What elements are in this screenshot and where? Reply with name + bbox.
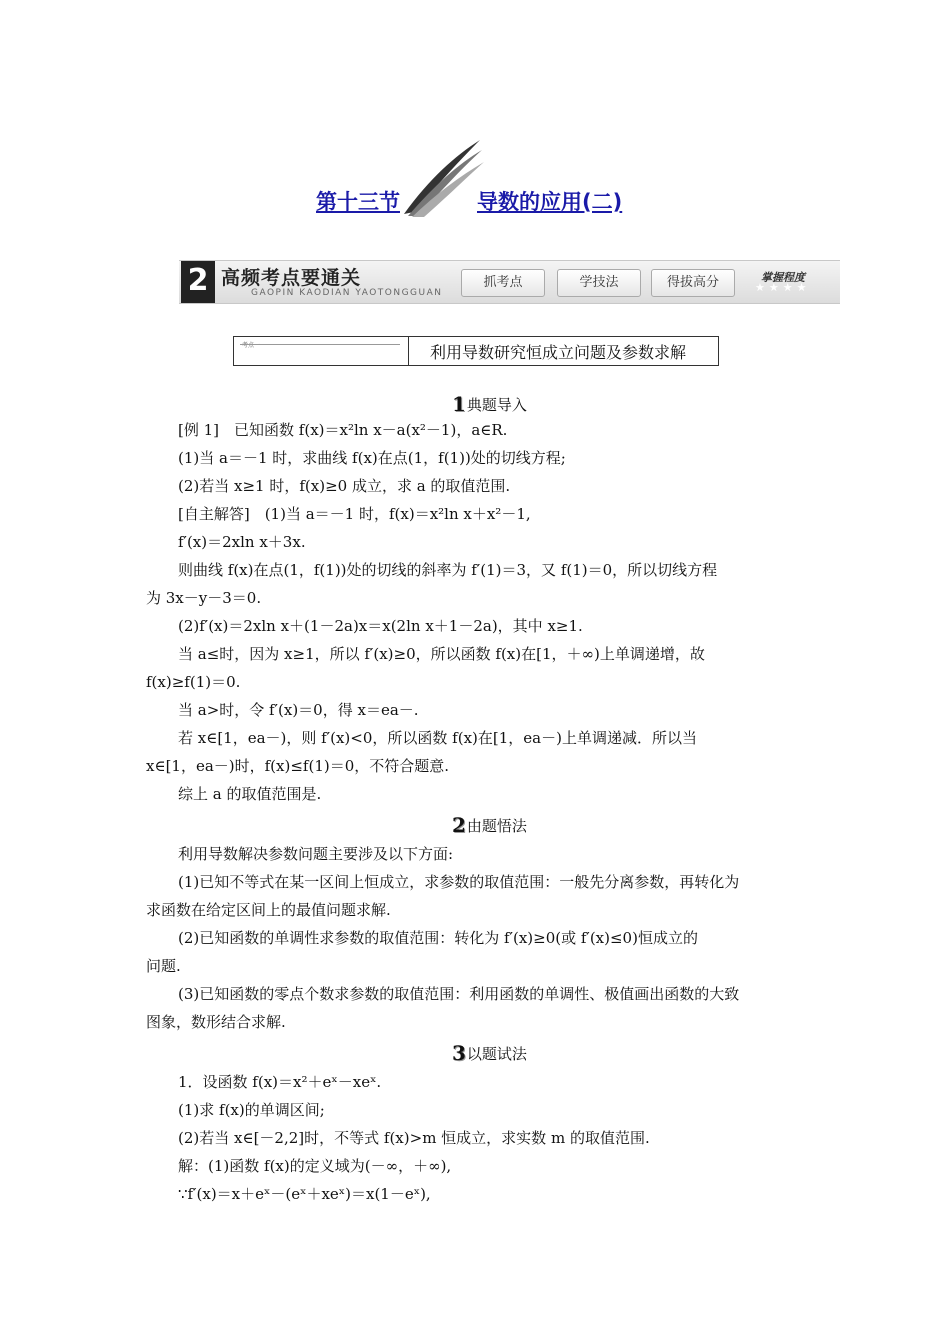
text-line: 为 3x－y－3＝0. (146, 589, 262, 607)
banner-title: 高频考点要通关 (221, 267, 362, 289)
section-label: 以题试法 (466, 1045, 527, 1063)
title-section-number: 第十三节 (316, 190, 400, 214)
text-line: 则曲线 f(x)在点(1，f(1))处的切线的斜率为 f′(1)＝3，又 f(1)＝0，所以切线方程 (178, 561, 718, 579)
topic-tag-underline (240, 344, 400, 345)
text-line: (2)若当 x∈[－2,2]时，不等式 f(x)>m 恒成立，求实数 m 的取值范围. (178, 1129, 650, 1147)
text-line: (2)若当 x≥1 时，f(x)≥0 成立，求 a 的取值范围. (178, 477, 511, 495)
text-line: 当 a≤时，因为 x≥1，所以 f′(x)≥0，所以函数 f(x)在[1，＋∞)上单调递增，故 (178, 645, 705, 663)
text-line: 1．设函数 f(x)＝x²＋eˣ－xeˣ. (178, 1073, 382, 1091)
tab-learn-methods[interactable]: 学技法 (557, 269, 641, 297)
text-line: ∵f′(x)＝x＋eˣ－(eˣ＋xeˣ)＝x(1－eˣ), (178, 1185, 431, 1203)
text-line: (3)已知函数的零点个数求参数的取值范围：利用函数的单调性、极值画出函数的大致 (178, 985, 740, 1003)
tab-high-score[interactable]: 得拔高分 (651, 269, 735, 297)
mastery-label: 掌握程度 (761, 271, 805, 284)
section-heading-2 (452, 812, 527, 836)
banner-number: 2 (181, 261, 215, 303)
topic-title: 利用导数研究恒成立问题及参数求解 (430, 343, 687, 362)
text-line: 解：(1)函数 f(x)的定义域为(－∞，＋∞), (178, 1157, 452, 1175)
banner-subtitle: GAOPIN KAODIAN YAOTONGGUAN (251, 288, 443, 298)
section-number: 1 (452, 392, 466, 416)
text-line: (2)已知函数的单调性求参数的取值范围：转化为 f′(x)≥0(或 f′(x)≤0)恒成立的 (178, 929, 698, 947)
text-line: (1)已知不等式在某一区间上恒成立，求参数的取值范围：一般先分离参数，再转化为 (178, 873, 740, 891)
topic-tag: 考点一 (242, 342, 261, 349)
mastery-stars: ★★★★ (755, 281, 811, 294)
topic-box (233, 336, 719, 366)
section-label: 由题悟法 (466, 817, 527, 835)
section-banner (179, 260, 840, 304)
section-label: 典题导入 (466, 396, 527, 414)
text-line: 若 x∈[1，ea－)，则 f′(x)<0，所以函数 f(x)在[1，ea－)上单调递减．所以当 (178, 729, 697, 747)
title-topic: 导数的应用(二) (477, 190, 623, 214)
text-line: 求函数在给定区间上的最值问题求解. (146, 901, 391, 919)
section-number: 3 (452, 1041, 466, 1065)
text-line: [自主解答] (1)当 a＝－1 时，f(x)＝x²ln x＋x²－1, (178, 505, 531, 523)
text-line: 利用导数解决参数问题主要涉及以下方面: (178, 845, 454, 863)
tab-grasp-points[interactable]: 抓考点 (461, 269, 545, 297)
text-line: f(x)≥f(1)＝0. (146, 673, 241, 691)
text-line: f′(x)＝2xln x＋3x. (178, 533, 306, 551)
text-line: 综上 a 的取值范围是. (178, 785, 322, 803)
section-heading-3 (452, 1040, 527, 1064)
topic-tag-cell (234, 337, 409, 365)
text-line: 当 a>时，令 f′(x)＝0，得 x＝ea－. (178, 701, 419, 719)
section-heading-1 (452, 391, 527, 415)
text-line: [例 1] 已知函数 f(x)＝x²ln x－a(x²－1)，a∈R. (178, 421, 508, 439)
text-line: x∈[1，ea－)时，f(x)≤f(1)＝0，不符合题意. (146, 757, 450, 775)
text-line: 图象，数形结合求解. (146, 1013, 286, 1031)
section-number: 2 (452, 813, 466, 837)
text-line: 问题. (146, 957, 181, 975)
text-line: (1)当 a＝－1 时，求曲线 f(x)在点(1，f(1))处的切线方程; (178, 449, 566, 467)
text-line: (1)求 f(x)的单调区间; (178, 1101, 325, 1119)
text-line: (2)f′(x)＝2xln x＋(1－2a)x＝x(2ln x＋1－2a)，其中 x≥1. (178, 617, 583, 635)
swoosh-icon (400, 138, 484, 218)
